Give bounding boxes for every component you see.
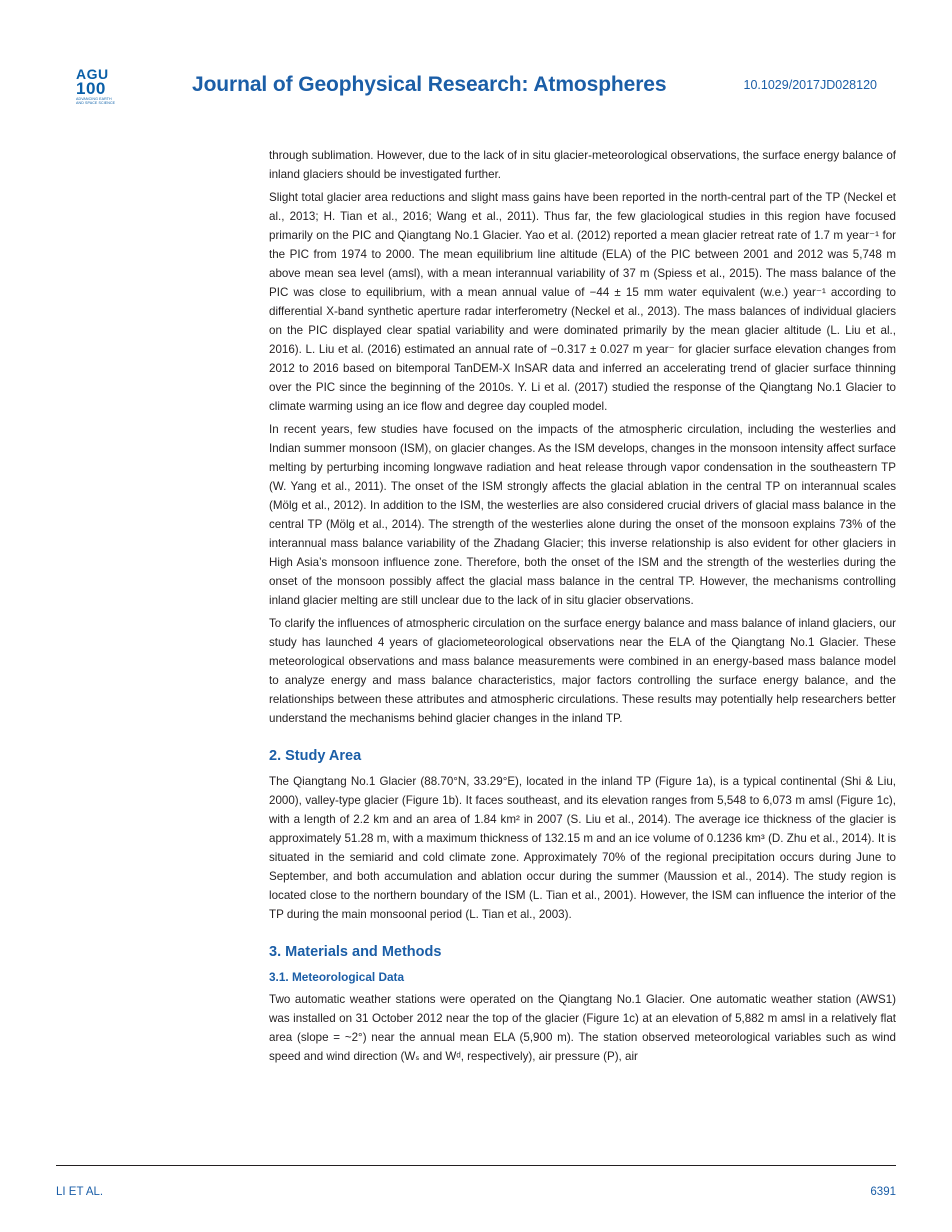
journal-title: Journal of Geophysical Research: Atmospheres bbox=[192, 73, 667, 96]
section-heading-materials-methods: 3. Materials and Methods bbox=[269, 944, 442, 960]
logo-100-text: 100 bbox=[76, 79, 106, 98]
article-body bbox=[269, 146, 896, 1070]
doi[interactable]: 10.1029/2017JD028120 bbox=[743, 78, 877, 92]
paragraph: through sublimation. However, due to the lack of in situ glacier-meteorological observations, the surface energy balance of inland glaciers should be investigated further. bbox=[269, 149, 896, 181]
logo-tagline: ADVANCING EARTH AND SPACE SCIENCE bbox=[76, 97, 116, 105]
footer-authors: LI ET AL. bbox=[56, 1186, 104, 1198]
subsection-heading-meteorological-data: 3.1. Meteorological Data bbox=[269, 970, 405, 984]
paragraph: Slight total glacier area reductions and slight mass gains have been reported in the north-central part of the TP (Neckel et al., 2013; H. Tian et al., 2016; Wang et al., 2011). Thus far, the few glaciological studies in this region have focused primarily on the PIC and Qiangtang No.1 Glacier. Yao et al. (2012) reported a mean glacier retreat rate of 1.7 m year⁻¹ for the PIC from 1974 to 2000. The mean equilibrium line altitude (ELA) of the PIC between 2001 and 2012 was 5,748 m above mean sea level (amsl), with a mean interannual variability of 37 m (Spiess et al., 2015). The mass balance of the PIC was close to equilibrium, with a mean annual value of −44 ± 15 mm water equivalent (w.e.) year⁻¹ according to differential X-band synthetic aperture radar interferometry (Neckel et al., 2013). The mass balances of individual glaciers on the PIC displayed clear spatial variability and were dominated primarily by the mean glacier altitude (L. Liu et al., 2016). L. Liu et al. (2016) estimated an annual rate of −0.317 ± 0.027 m year⁻ for glacier surface elevation changes from 2012 to 2016 based on bitemporal TanDEM-X InSAR data and inferred an accelerating trend of glacier surface thinning over the PIC since the beginning of the 2010s. Y. Li et al. (2017) studied the response of the Qiangtang No.1 Glacier to climate warming using an ice flow and degree day coupled model. bbox=[269, 191, 896, 413]
paragraph: Two automatic weather stations were operated on the Qiangtang No.1 Glacier. One automatic weather station (AWS1) was installed on 31 October 2012 near the top of the glacier (Figure 1c) at an elevation of 5,882 m amsl in a relatively flat area (slope = ~2°) near the annual mean ELA (5,900 m). The station observed meteorological variables such as wind speed and wind direction (Wₛ and Wᵈ, respectively), air pressure (P), air bbox=[269, 993, 896, 1063]
paragraph: To clarify the influences of atmospheric circulation on the surface energy balance and mass balance of inland glaciers, our study has launched 4 years of glaciometeorological observations near the ELA of the Qiangtang No.1 Glacier. These meteorological observations and mass balance measurements were combined in an energy-based mass balance model to analyze energy and mass balance characteristics, major factors controlling the surface energy balance, and the relationships between these attributes and atmospheric circulations. These results may potentially help researchers better understand the mechanisms behind glacier changes in the inland TP. bbox=[269, 617, 896, 725]
paragraph: In recent years, few studies have focused on the impacts of the atmospheric circulation, including the westerlies and Indian summer monsoon (ISM), on glacier changes. As the ISM develops, changes in the monsoon intensity affect surface melting by perturbing incoming longwave radiation and heat release through vapor condensation in the southeastern TP (W. Yang et al., 2011). The onset of the ISM strongly affects the glacial ablation in the central TP on interannual scales (Mölg et al., 2012). In addition to the ISM, the westerlies are also considered crucial drivers of glacial mass balance in the central TP (Mölg et al., 2014). The strength of the westerlies alone during the onset of the monsoon explains 73% of the interannual mass balance variability of the Zhadang Glacier; this inverse relationship is also evident for other glaciers in High Asia’s monsoon influence zone. Therefore, both the onset of the ISM and the strength of the westerlies during the onset of the monsoon possibly affect the glacial mass balance in the central TP. However, the mechanisms controlling inland glacier melting are still unclear due to the lack of in situ glacier observations. bbox=[269, 423, 896, 607]
page-number: 6391 bbox=[870, 1186, 896, 1198]
section-heading-study-area: 2. Study Area bbox=[269, 748, 362, 764]
paragraph: The Qiangtang No.1 Glacier (88.70°N, 33.29°E), located in the inland TP (Figure 1a), is a typical continental (Shi & Liu, 2000), valley-type glacier (Figure 1b). It faces southeast, and its elevation ranges from 5,548 to 6,073 m amsl (Figure 1c), with a length of 2.2 km and an area of 1.84 km² in 2007 (S. Liu et al., 2014). The average ice thickness of the glacier is approximately 51.28 m, with a maximum thickness of 132.15 m and an ice volume of 0.1236 km³ (D. Zhu et al., 2014). It is situated in the semiarid and cold climate zone. Approximately 70% of the regional precipitation occurs during June to September, and both accumulation and ablation occur during the summer (Maussion et al., 2014). The study region is located close to the northern boundary of the ISM (L. Tian et al., 2001). However, the ISM can influence the interior of the TP during the main monsoonal period (L. Tian et al., 2003). bbox=[269, 775, 896, 921]
logo-agu-text: AGU bbox=[76, 66, 109, 82]
footer-divider bbox=[56, 1165, 896, 1166]
agu-logo bbox=[76, 68, 116, 105]
